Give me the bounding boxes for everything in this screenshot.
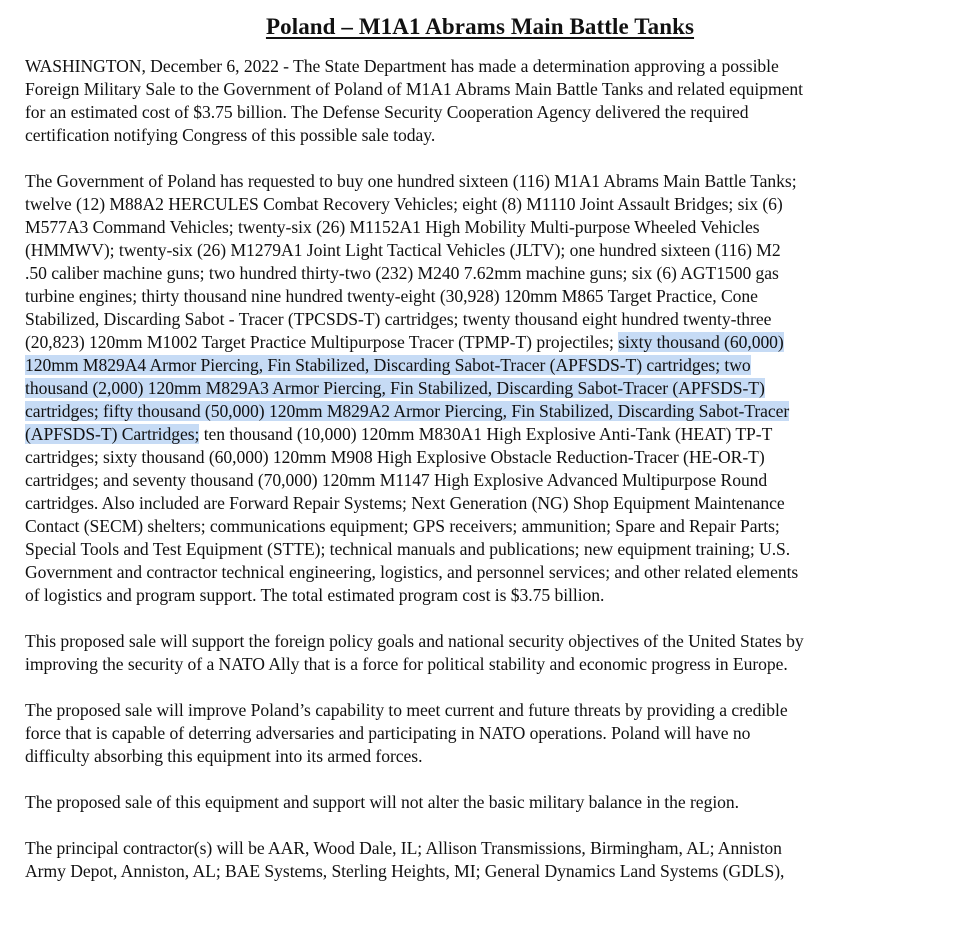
paragraph-equipment-list [25,170,935,607]
paragraph-capability: The proposed sale will improve Poland’s capability to meet current and future threats by providing a credible force that is capable of deterring adversaries and participating in NATO operations. Poland will have no difficulty absorbing this equipment into its armed forces. [25,700,788,766]
equipment-text-after: ten thousand (10,000) 120mm M830A1 High Explosive Anti-Tank (HEAT) TP-T cartridges; sixty thousand (60,000) 120mm M908 High Explosive Obstacle Reduction-Tracer (HE-OR-T) cartridges; and seventy thousand (70,000) 120mm M1147 High Explosive Advanced Multipurpose Round cartridges. Also included are Forward Repair Systems; Next Generation (NG) Shop Equipment Maintenance Contact (SECM) shelters; communications equipment; GPS receivers; ammunition; Spare and Repair Parts; Special Tools and Test Equipment (STTE); technical manuals and publications; new equipment training; U.S. Government and contractor technical engineering, logistics, and personnel services; and other related elements of logistics and program support. The total estimated program cost is $3.75 billion. [25,424,799,605]
paragraph-military-balance: The proposed sale of this equipment and support will not alter the basic military balance in the region. [25,792,739,812]
paragraph-policy-goals: This proposed sale will support the foreign policy goals and national security objectives of the United States by improving the security of a NATO Ally that is a force for political stability and economic progress in Europe. [25,631,804,674]
equipment-text-before: The Government of Poland has requested to buy one hundred sixteen (116) M1A1 Abrams Main Battle Tanks; twelve (12) M88A2 HERCULES Combat Recovery Vehicles; eight (8) M1110 Joint Assault Bridges; six (6) M577A3 Command Vehicles; twenty-six (26) M1152A1 High Mobility Multi-purpose Wheeled Vehicles (HMMWV); twenty-six (26) M1279A1 Joint Light Tactical Vehicles (JLTV); one hundred sixteen (116) M2 .50 caliber machine guns; two hundred thirty-two (232) M240 7.62mm machine guns; six (6) AGT1500 gas turbine engines; thirty thousand nine hundred twenty-eight (30,928) 120mm M865 Target Practice, Cone Stabilized, Discarding Sabot - Tracer (TPCSDS-T) cartridges; twenty thousand eight hundred twenty-three (20,823) 120mm M1002 Target Practice Multipurpose Tracer (TPMP-T) projectiles; [25,171,797,352]
highlighted-selection[interactable]: sixty thousand (60,000) 120mm M829A4 Armor Piercing, Fin Stabilized, Discarding Sabot-Tracer (APFSDS-T) cartridges; two thousand (2,000) 120mm M829A3 Armor Piercing, Fin Stabilized, Discarding Sabot-Tracer (APFSDS-T) cartridges; fifty thousand (50,000) 120mm M829A2 Armor Piercing, Fin Stabilized, Discarding Sabot-Tracer (APFSDS-T) Cartridges; [25,332,790,444]
paragraph-contractors: The principal contractor(s) will be AAR, Wood Dale, IL; Allison Transmissions, Birmingham, AL; Anniston Army Depot, Anniston, AL; BAE Systems, Sterling Heights, MI; General Dynamics Land Systems (GDLS), [25,838,785,881]
paragraph-announcement: WASHINGTON, December 6, 2022 - The State Department has made a determination approving a possible Foreign Military Sale to the Government of Poland of M1A1 Abrams Main Battle Tanks and related equipment for an estimated cost of $3.75 billion. The Defense Security Cooperation Agency delivered the required certification notifying Congress of this possible sale today. [25,56,803,145]
document-title: Poland – M1A1 Abrams Main Battle Tanks [265,14,695,39]
document-page [25,0,935,883]
